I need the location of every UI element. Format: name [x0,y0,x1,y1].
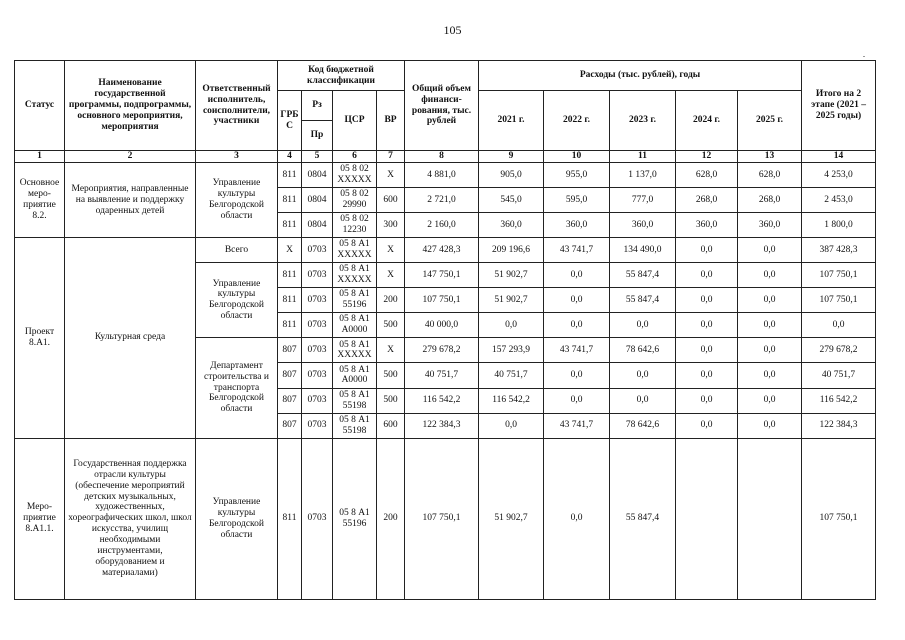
csr-cell: 05 8 02 ХХХХХ [333,163,377,188]
header-name: Наименование государственной программы, подпрограммы, основного мероприятия, мероприятия [65,61,196,151]
csr-cell: 05 8 А1 А0000 [333,313,377,338]
year-2023-cell: 55 847,4 [610,438,676,599]
year-2022-cell: 955,0 [544,163,610,188]
grbs-cell: 811 [278,438,302,599]
year-2025-cell: 360,0 [738,213,802,238]
column-number: 4 [278,151,302,163]
rz-pr-cell: 0703 [302,413,333,438]
year-2021-cell: 51 902,7 [479,263,544,288]
responsible-cell: Управление культуры Белгородской области [196,438,278,599]
vr-cell: 300 [377,213,405,238]
year-2025-cell: 268,0 [738,188,802,213]
column-number: 2 [65,151,196,163]
rz-pr-cell: 0804 [302,188,333,213]
csr-cell: 05 8 А1 ХХХХХ [333,263,377,288]
table-row [15,238,876,263]
year-2022-cell: 360,0 [544,213,610,238]
column-number: 13 [738,151,802,163]
header-itogo: Итого на 2 этапе (2021 – 2025 годы) [802,61,876,151]
year-2025-cell: 0,0 [738,238,802,263]
csr-cell: 05 8 А1 55198 [333,388,377,413]
grbs-cell: 807 [278,363,302,388]
total-volume-cell: 4 881,0 [405,163,479,188]
rz-pr-cell: 0703 [302,388,333,413]
grbs-cell: 811 [278,288,302,313]
header-rz: Рз [302,91,333,121]
rz-pr-cell: 0703 [302,363,333,388]
vr-cell: 600 [377,188,405,213]
total-volume-cell: 2 721,0 [405,188,479,213]
header-grbs: ГРБ С [278,91,302,151]
responsible-cell: Всего [196,238,278,263]
column-number: 3 [196,151,278,163]
year-2023-cell: 0,0 [610,363,676,388]
total-volume-cell: 122 384,3 [405,413,479,438]
csr-cell: 05 8 А1 А0000 [333,363,377,388]
vr-cell: Х [377,238,405,263]
grbs-cell: 807 [278,338,302,363]
year-2024-cell: 628,0 [676,163,738,188]
vr-cell: 200 [377,438,405,599]
rz-pr-cell: 0703 [302,438,333,599]
year-2024-cell: 0,0 [676,313,738,338]
year-2024-cell: 0,0 [676,338,738,363]
name-cell: Культурная среда [65,238,196,438]
header-vr: ВР [377,91,405,151]
year-2022-cell: 0,0 [544,363,610,388]
itogo-cell: 0,0 [802,313,876,338]
year-2025-cell: 0,0 [738,338,802,363]
header-budget-code: Код бюджетной классификации [278,61,405,91]
total-volume-cell: 107 750,1 [405,288,479,313]
table-row [15,163,876,188]
year-2022-cell: 0,0 [544,313,610,338]
csr-cell: 05 8 02 12230 [333,213,377,238]
header-year-2022: 2022 г. [544,91,610,151]
year-2022-cell: 43 741,7 [544,413,610,438]
year-2021-cell: 545,0 [479,188,544,213]
grbs-cell: 811 [278,188,302,213]
header-responsible: Ответственный исполнитель, соисполнители, участники [196,61,278,151]
year-2021-cell: 51 902,7 [479,288,544,313]
table-row [15,438,876,599]
column-number: 11 [610,151,676,163]
grbs-cell: 811 [278,313,302,338]
itogo-cell: 2 453,0 [802,188,876,213]
year-2024-cell: 0,0 [676,288,738,313]
total-volume-cell: 279 678,2 [405,338,479,363]
year-2024-cell: 0,0 [676,388,738,413]
itogo-cell: 40 751,7 [802,363,876,388]
column-number: 7 [377,151,405,163]
itogo-cell: 116 542,2 [802,388,876,413]
year-2021-cell: 0,0 [479,413,544,438]
grbs-cell: 807 [278,413,302,438]
vr-cell: 600 [377,413,405,438]
grbs-cell: 811 [278,163,302,188]
year-2025-cell: 0,0 [738,313,802,338]
itogo-cell: 387 428,3 [802,238,876,263]
year-2023-cell: 777,0 [610,188,676,213]
year-2024-cell: 0,0 [676,238,738,263]
year-2023-cell: 78 642,6 [610,413,676,438]
year-2025-cell: 0,0 [738,413,802,438]
responsible-cell: Управление культуры Белгородской области [196,163,278,238]
responsible-cell: Управление культуры Белгородской области [196,263,278,338]
year-2022-cell: 43 741,7 [544,238,610,263]
itogo-cell: 107 750,1 [802,263,876,288]
vr-cell: Х [377,163,405,188]
responsible-cell: Департамент строительства и транспорта Белгородской области [196,338,278,438]
header-year-2024: 2024 г. [676,91,738,151]
grbs-cell: 811 [278,263,302,288]
total-volume-cell: 40 751,7 [405,363,479,388]
status-cell: Меро-приятие 8.А1.1. [15,438,65,599]
csr-cell: 05 8 А1 ХХХХХ [333,238,377,263]
csr-cell: 05 8 А1 55196 [333,438,377,599]
header-status: Статус [15,61,65,151]
status-cell: Проект 8.А1. [15,238,65,438]
year-2023-cell: 134 490,0 [610,238,676,263]
total-volume-cell: 147 750,1 [405,263,479,288]
rz-pr-cell: 0703 [302,288,333,313]
csr-cell: 05 8 А1 ХХХХХ [333,338,377,363]
year-2025-cell: 0,0 [738,388,802,413]
year-2023-cell: 0,0 [610,313,676,338]
itogo-cell: 1 800,0 [802,213,876,238]
name-cell: Государственная поддержка отрасли культуры (обеспечение мероприятий детских музыкальных, художественных, хореографических школ, школ искусства, училищ необходимыми инструментами, оборудованием и материалами) [65,438,196,599]
column-number: 14 [802,151,876,163]
name-cell: Мероприятия, направленные на выявление и поддержку одаренных детей [65,163,196,238]
rz-pr-cell: 0804 [302,163,333,188]
csr-cell: 05 8 А1 55196 [333,288,377,313]
grbs-cell: 807 [278,388,302,413]
header-year-2023: 2023 г. [610,91,676,151]
year-2024-cell [676,438,738,599]
year-2024-cell: 360,0 [676,213,738,238]
year-2022-cell: 595,0 [544,188,610,213]
year-2023-cell: 360,0 [610,213,676,238]
year-2024-cell: 268,0 [676,188,738,213]
year-2021-cell: 0,0 [479,313,544,338]
rz-pr-cell: 0703 [302,238,333,263]
year-2025-cell: 0,0 [738,288,802,313]
header-pr: Пр [302,121,333,151]
column-number: 9 [479,151,544,163]
year-2024-cell: 0,0 [676,413,738,438]
vr-cell: 500 [377,363,405,388]
year-2021-cell: 360,0 [479,213,544,238]
year-2025-cell: 628,0 [738,163,802,188]
header-expenses: Расходы (тыс. рублей), годы [479,61,802,91]
year-2023-cell: 55 847,4 [610,288,676,313]
year-2021-cell: 157 293,9 [479,338,544,363]
grbs-cell: 811 [278,213,302,238]
year-2022-cell: 0,0 [544,288,610,313]
itogo-cell: 107 750,1 [802,438,876,599]
year-2022-cell: 0,0 [544,388,610,413]
column-number: 1 [15,151,65,163]
year-2022-cell: 43 741,7 [544,338,610,363]
header-total-volume: Общий объем финанси-рования, тыс. рублей [405,61,479,151]
header-csr: ЦСР [333,91,377,151]
year-2023-cell: 78 642,6 [610,338,676,363]
year-2021-cell: 116 542,2 [479,388,544,413]
rz-pr-cell: 0703 [302,313,333,338]
rz-pr-cell: 0703 [302,263,333,288]
itogo-cell: 4 253,0 [802,163,876,188]
itogo-cell: 107 750,1 [802,288,876,313]
year-2024-cell: 0,0 [676,263,738,288]
total-volume-cell: 107 750,1 [405,438,479,599]
rz-pr-cell: 0804 [302,213,333,238]
page-number: 105 [443,23,462,37]
rz-pr-cell: 0703 [302,338,333,363]
year-2024-cell: 0,0 [676,363,738,388]
year-2021-cell: 905,0 [479,163,544,188]
total-volume-cell: 116 542,2 [405,388,479,413]
vr-cell: 500 [377,313,405,338]
year-2025-cell: 0,0 [738,363,802,388]
vr-cell: 200 [377,288,405,313]
column-number: 5 [302,151,333,163]
column-number-row [15,151,876,163]
total-volume-cell: 2 160,0 [405,213,479,238]
year-2023-cell: 55 847,4 [610,263,676,288]
year-2022-cell: 0,0 [544,438,610,599]
total-volume-cell: 40 000,0 [405,313,479,338]
header-year-2025: 2025 г. [738,91,802,151]
year-2023-cell: 1 137,0 [610,163,676,188]
vr-cell: 500 [377,388,405,413]
vr-cell: Х [377,338,405,363]
year-2021-cell: 40 751,7 [479,363,544,388]
year-2025-cell [738,438,802,599]
budget-table [14,60,876,600]
year-2021-cell: 209 196,6 [479,238,544,263]
csr-cell: 05 8 А1 55198 [333,413,377,438]
year-2023-cell: 0,0 [610,388,676,413]
header-year-2021: 2021 г. [479,91,544,151]
year-2022-cell: 0,0 [544,263,610,288]
column-number: 6 [333,151,377,163]
csr-cell: 05 8 02 29990 [333,188,377,213]
status-cell: Основное меро-приятие 8.2. [15,163,65,238]
total-volume-cell: 427 428,3 [405,238,479,263]
itogo-cell: 279 678,2 [802,338,876,363]
column-number: 12 [676,151,738,163]
column-number: 8 [405,151,479,163]
year-2021-cell: 51 902,7 [479,438,544,599]
column-number: 10 [544,151,610,163]
grbs-cell: Х [278,238,302,263]
year-2025-cell: 0,0 [738,263,802,288]
scan-mark [863,56,865,57]
itogo-cell: 122 384,3 [802,413,876,438]
vr-cell: Х [377,263,405,288]
